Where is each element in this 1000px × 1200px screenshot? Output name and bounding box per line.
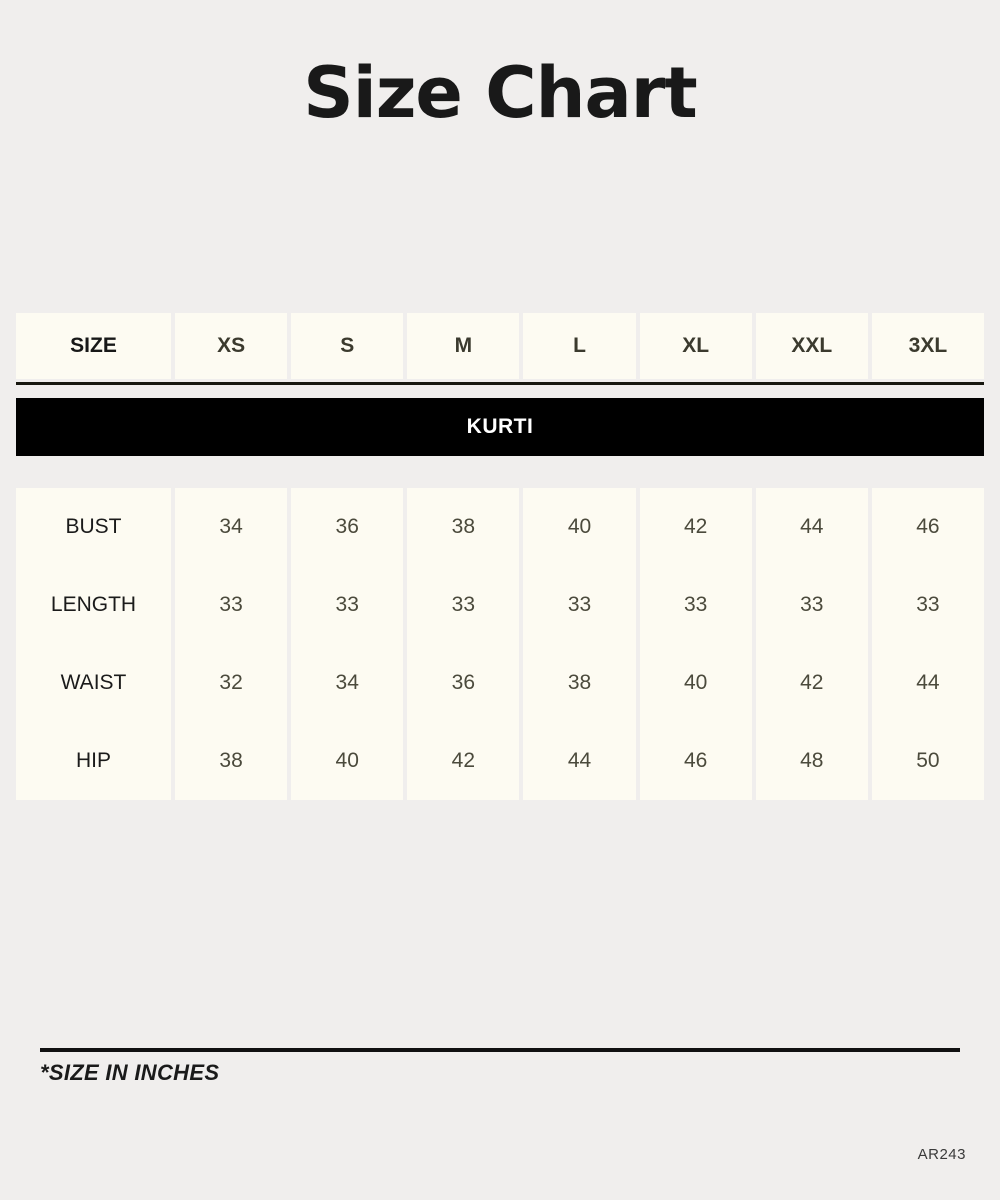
row-label-hip: HIP — [16, 722, 171, 800]
size-chart-table — [16, 313, 984, 800]
cell-length-m: 33 — [407, 566, 519, 644]
cell-bust-xs: 34 — [175, 488, 287, 566]
cell-hip-xl: 46 — [640, 722, 752, 800]
section-band-kurti: KURTI — [16, 398, 984, 456]
cell-waist-s: 34 — [291, 644, 403, 722]
table-row — [16, 644, 984, 722]
cell-length-xs: 33 — [175, 566, 287, 644]
cell-waist-l: 38 — [523, 644, 635, 722]
cell-bust-xxl: 44 — [756, 488, 868, 566]
table-row — [16, 488, 984, 566]
product-code: AR243 — [917, 1146, 966, 1163]
size-units-note: *SIZE IN INCHES — [40, 1060, 220, 1085]
page-title: Size Chart — [303, 52, 697, 134]
row-label-bust: BUST — [16, 488, 171, 566]
table-header-row — [16, 313, 984, 379]
cell-length-s: 33 — [291, 566, 403, 644]
cell-hip-s: 40 — [291, 722, 403, 800]
cell-hip-3xl: 50 — [872, 722, 984, 800]
header-cell-3xl: 3XL — [872, 313, 984, 379]
header-cell-s: S — [291, 313, 403, 379]
cell-length-xxl: 33 — [756, 566, 868, 644]
table-row — [16, 566, 984, 644]
cell-bust-m: 38 — [407, 488, 519, 566]
header-cell-xl: XL — [640, 313, 752, 379]
header-cell-size: SIZE — [16, 313, 171, 379]
cell-length-l: 33 — [523, 566, 635, 644]
cell-waist-xxl: 42 — [756, 644, 868, 722]
cell-waist-m: 36 — [407, 644, 519, 722]
header-cell-xxl: XXL — [756, 313, 868, 379]
cell-bust-l: 40 — [523, 488, 635, 566]
cell-hip-xxl: 48 — [756, 722, 868, 800]
header-cell-l: L — [523, 313, 635, 379]
cell-length-xl: 33 — [640, 566, 752, 644]
cell-bust-xl: 42 — [640, 488, 752, 566]
cell-hip-l: 44 — [523, 722, 635, 800]
cell-bust-s: 36 — [291, 488, 403, 566]
footer-divider — [40, 1048, 960, 1052]
cell-waist-3xl: 44 — [872, 644, 984, 722]
cell-hip-xs: 38 — [175, 722, 287, 800]
row-label-length: LENGTH — [16, 566, 171, 644]
table-row — [16, 722, 984, 800]
header-cell-xs: XS — [175, 313, 287, 379]
header-cell-m: M — [407, 313, 519, 379]
cell-waist-xs: 32 — [175, 644, 287, 722]
row-label-waist: WAIST — [16, 644, 171, 722]
cell-hip-m: 42 — [407, 722, 519, 800]
header-divider — [16, 382, 984, 385]
cell-waist-xl: 40 — [640, 644, 752, 722]
cell-length-3xl: 33 — [872, 566, 984, 644]
cell-bust-3xl: 46 — [872, 488, 984, 566]
